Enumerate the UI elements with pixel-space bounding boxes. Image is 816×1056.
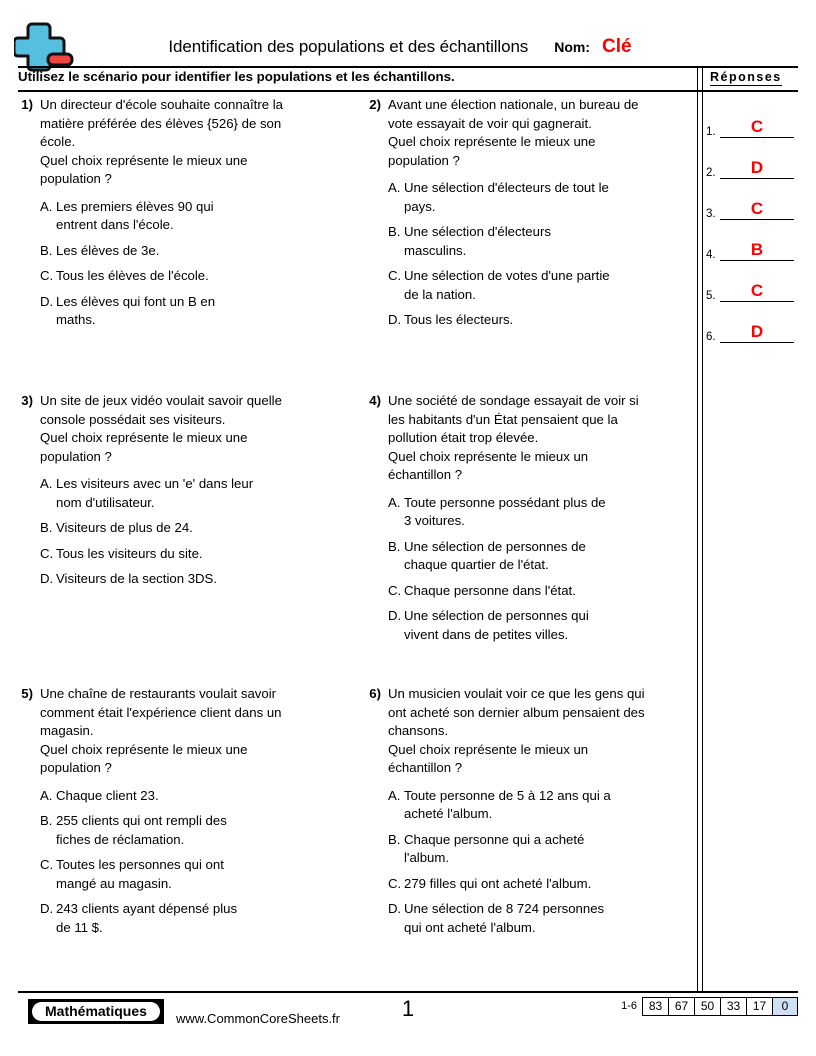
choice-letter: C. [388,582,402,598]
choice-letter: A. [40,476,53,491]
choice-option[interactable] [40,545,352,564]
choice-list [388,179,700,330]
answer-value: C [750,117,764,136]
choice-line: Les élèves de 3e. [56,242,160,258]
stem-line: magasin. [40,723,94,738]
stem-line: Avant une élection nationale, un bureau de [388,97,639,112]
choice-list [40,198,352,330]
answer-write-line[interactable] [720,301,794,302]
answer-value: B [750,240,764,259]
choice-line: Tous les élèves de l'école. [56,268,209,283]
choice-option[interactable] [388,787,700,824]
question-5 [14,685,352,944]
stem-line: vote essayait de voir qui gagnerait. [388,115,592,131]
answer-number: 6. [706,331,716,343]
question-2 [362,96,700,337]
choice-line: mangé au magasin. [56,875,172,891]
answer-number: 2. [706,167,716,179]
stem-line: console possédait ses visiteurs. [40,411,226,427]
choice-letter: D. [40,571,54,586]
choice-line: Les visiteurs avec un 'e' dans leur [56,476,254,491]
stem-line: ont acheté son dernier album pensaient des [388,704,645,720]
answer-slot [706,231,798,261]
question-body [40,685,352,944]
stem-line: Quel choix représente le mieux une [40,152,248,168]
choice-option[interactable] [40,198,352,235]
choice-option[interactable] [388,831,700,868]
choice-text [404,875,700,894]
subject-badge-label: Mathématiques [32,1002,160,1021]
stem-line: échantillon ? [388,760,463,775]
choice-letter: D. [40,293,54,309]
choice-letter: D. [388,608,402,623]
title-row [110,36,690,64]
choice-line: Les premiers élèves 90 qui [56,198,214,214]
choice-list [388,494,700,645]
choice-text [404,267,700,304]
question-4 [362,392,700,651]
footer-divider [18,991,798,993]
question-body [388,96,700,337]
question-body [40,96,352,337]
stem-line: école. [40,134,76,149]
choice-letter: C. [40,268,54,283]
page-number: 1 [401,996,415,1021]
question-6 [362,685,700,944]
question-number: 4) [369,393,381,408]
choice-text [56,198,352,235]
question-stem [40,96,352,189]
choice-line: de la nation. [404,286,476,302]
choice-letter: C. [388,875,402,891]
choice-text [56,570,352,589]
choice-list [40,475,352,589]
choice-text [404,223,700,260]
choice-letter: C. [40,857,54,872]
choice-option[interactable] [388,900,700,937]
answers-heading: Réponses [710,70,782,84]
choice-text [404,311,700,330]
answer-number: 4. [706,249,716,261]
question-number: 5) [21,686,33,701]
question-3 [14,392,352,596]
choice-option[interactable] [388,494,700,531]
choice-line: l'album. [404,850,450,865]
choice-option[interactable] [40,475,352,512]
score-box: 83 [642,997,668,1016]
choice-list [388,787,700,938]
choice-option[interactable] [40,856,352,893]
choice-text [56,900,352,937]
choice-line: Une sélection d'électeurs de tout le [404,180,609,195]
choice-list [40,787,352,938]
choice-option[interactable] [40,267,352,286]
question-number: 6) [369,686,381,701]
choice-letter: A. [388,494,401,510]
choice-option[interactable] [40,787,352,806]
name-value: Clé [602,36,632,57]
question-1 [14,96,352,337]
choice-line: Une sélection de votes d'une partie [404,268,610,283]
page-title: Identification des populations et des échantillons [168,37,529,56]
choice-letter: C. [40,545,54,561]
choice-text [404,607,700,644]
choice-option[interactable] [388,223,700,260]
page-header [0,0,816,68]
plus-minus-logo-icon [14,22,74,72]
choice-text [404,538,700,575]
answer-write-line[interactable] [720,178,794,179]
answer-key-column [706,68,802,343]
answer-write-line[interactable] [720,260,794,261]
choice-line: entrent dans l'école. [56,217,174,232]
question-stem [388,96,700,170]
score-range-label: 1-6 [621,1000,637,1012]
answer-write-line[interactable] [720,137,794,138]
answer-write-line[interactable] [720,219,794,220]
question-stem [388,685,700,778]
score-box: 67 [668,997,694,1016]
stem-line: Une société de sondage essayait de voir si [388,393,639,408]
answer-value: C [750,199,764,218]
choice-letter: B. [388,224,401,239]
answer-slot [706,108,798,138]
question-stem [40,685,352,778]
answer-number: 3. [706,208,716,220]
choice-line: Chaque client 23. [56,787,159,803]
stem-line: pollution était trop élevée. [388,430,539,445]
choice-letter: B. [40,520,53,535]
choice-text [56,242,352,261]
choice-option[interactable] [388,607,700,644]
answer-write-line[interactable] [720,342,794,343]
choice-option[interactable] [388,875,700,894]
choice-letter: C. [388,268,402,283]
stem-line: population ? [388,152,460,168]
stem-line: chansons. [388,723,449,738]
score-strip [621,997,798,1016]
question-stem [388,392,700,485]
answer-value: C [750,281,764,300]
choice-line: chaque quartier de l'état. [404,557,549,572]
choice-line: Une sélection de personnes qui [404,608,589,623]
stem-line: Quel choix représente le mieux une [388,134,596,149]
choice-line: 243 clients ayant dépensé plus [56,901,238,916]
choice-option[interactable] [40,519,352,538]
choice-text [404,831,700,868]
name-label: Nom: [554,39,590,55]
header-divider [18,66,798,68]
stem-line: Quel choix représente le mieux un [388,741,589,757]
question-number: 3) [21,393,33,408]
answer-slot [706,149,798,179]
choice-letter: B. [40,813,53,828]
choice-text [56,267,352,286]
stem-line: comment était l'expérience client dans un [40,704,282,720]
choice-text [56,475,352,512]
choice-line: Tous les électeurs. [404,312,514,327]
choice-letter: A. [40,787,53,803]
answer-number: 5. [706,290,716,302]
choice-text [56,519,352,538]
choice-option[interactable] [388,267,700,304]
choice-line: 3 voitures. [404,513,465,528]
choice-line: 255 clients qui ont rempli des [56,813,227,828]
question-number: 1) [21,97,33,112]
answer-slot [706,313,798,343]
choice-line: Une sélection de 8 724 personnes [404,901,605,916]
choice-option[interactable] [40,900,352,937]
choice-line: Tous les visiteurs du site. [56,545,203,561]
question-stem [40,392,352,466]
choice-text [56,787,352,806]
question-body [40,392,352,596]
choice-line: Une sélection d'électeurs [404,224,551,239]
choice-letter: D. [388,901,402,916]
choice-line: pays. [404,198,436,214]
score-box: 0 [772,997,798,1016]
stem-line: Une chaîne de restaurants voulait savoir [40,686,277,701]
question-number: 2) [369,97,381,112]
choice-text [404,787,700,824]
choice-line: acheté l'album. [404,806,493,821]
choice-line: Visiteurs de la section 3DS. [56,571,218,586]
answer-number: 1. [706,126,716,138]
score-box: 33 [720,997,746,1016]
question-body [388,685,700,944]
choice-letter: A. [40,198,53,214]
choice-letter: A. [388,180,401,195]
choice-text [404,179,700,216]
choice-line: 279 filles qui ont acheté l'album. [404,875,592,891]
stem-line: population ? [40,448,112,464]
choice-line: qui ont acheté l'album. [404,919,536,935]
choice-option[interactable] [40,293,352,330]
site-url: www.CommonCoreSheets.fr [176,1011,340,1026]
stem-line: Quel choix représente le mieux une [40,741,248,757]
choice-text [56,856,352,893]
choice-line: Les élèves qui font un B en [56,293,216,309]
choice-line: Une sélection de personnes de [404,538,586,554]
stem-line: population ? [40,760,112,775]
choice-text [404,900,700,937]
choice-line: Toute personne de 5 à 12 ans qui a [404,787,611,803]
answer-value: D [750,322,764,341]
stem-line: Quel choix représente le mieux une [40,430,248,445]
answer-column-divider-inner [702,66,703,992]
choice-line: vivent dans de petites villes. [404,626,569,642]
choice-line: Toute personne possédant plus de [404,494,606,510]
choice-option[interactable] [40,812,352,849]
question-body [388,392,700,651]
stem-line: Un site de jeux vidéo voulait savoir quelle [40,393,282,408]
choice-line: masculins. [404,242,467,258]
choice-line: Visiteurs de plus de 24. [56,520,193,535]
answer-slot [706,190,798,220]
choice-line: maths. [56,312,96,327]
choice-text [404,582,700,601]
stem-line: Quel choix représente le mieux un [388,448,589,464]
choice-option[interactable] [388,179,700,216]
stem-line: les habitants d'un État pensaient que la [388,411,618,427]
choice-line: Toutes les personnes qui ont [56,857,224,872]
stem-line: échantillon ? [388,467,463,482]
choice-option[interactable] [388,311,700,330]
choice-line: Chaque personne qui a acheté [404,831,585,847]
choice-letter: A. [388,787,401,803]
stem-line: Un musicien voulait voir ce que les gens qui [388,686,645,701]
instruction-divider [18,90,798,92]
answer-slot [706,272,798,302]
choice-letter: B. [388,831,401,847]
choice-line: fiches de réclamation. [56,831,185,847]
score-box: 17 [746,997,772,1016]
choice-text [404,494,700,531]
instruction-text: Utilisez le scénario pour identifier les populations et les échantillons. [18,69,455,84]
score-box: 50 [694,997,720,1016]
choice-letter: D. [40,901,54,916]
choice-text [56,812,352,849]
choice-letter: B. [40,242,53,258]
choice-letter: D. [388,312,402,327]
choice-option[interactable] [40,242,352,261]
choice-line: de 11 $. [56,919,103,935]
choice-line: nom d'utilisateur. [56,494,155,510]
choice-letter: B. [388,538,401,554]
choice-option[interactable] [388,538,700,575]
stem-line: population ? [40,171,112,186]
choice-line: Chaque personne dans l'état. [404,582,576,598]
choice-option[interactable] [40,570,352,589]
stem-line: Un directeur d'école souhaite connaître la [40,97,283,112]
choice-text [56,293,352,330]
choice-text [56,545,352,564]
stem-line: matière préférée des élèves {526} de son [40,115,282,131]
choice-option[interactable] [388,582,700,601]
answer-value: D [750,158,764,177]
